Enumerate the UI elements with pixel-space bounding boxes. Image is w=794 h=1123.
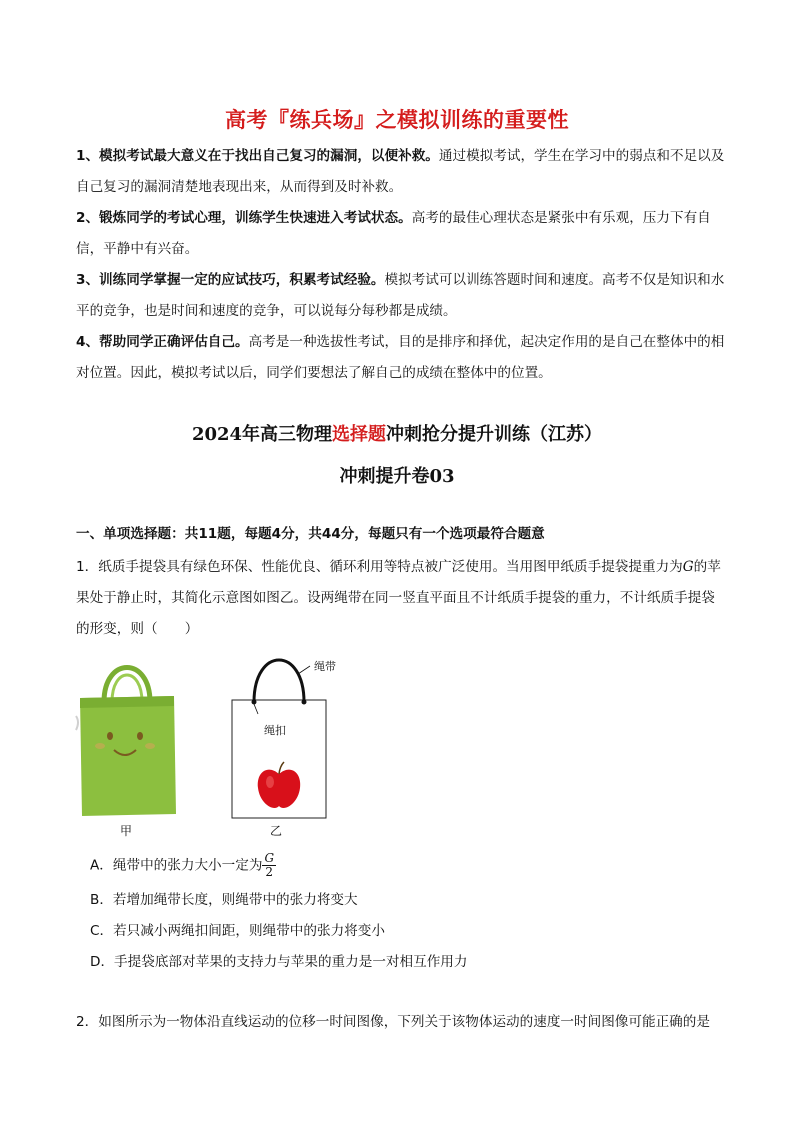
figure-a-caption: 甲 (120, 824, 133, 838)
question-1-stem: 1．纸质手提袋具有绿色环保、性能优良、循环利用等特点被广泛使用。当用图甲纸质手提袋提重力为G的苹果处于静止时，其简化示意图如图乙。设两绳带在同一竖直平面且不计纸质手提袋的重力，不计纸质手提袋的形变，则（ ） (76, 559, 721, 637)
label-rope: 绳带 (314, 660, 336, 673)
question-2-stem: 2．如图所示为一物体沿直线运动的位移一时间图像，下列关于该物体运动的速度一时间图像可能正确的是 (76, 1014, 710, 1030)
importance-item-2: 2、锻炼同学的考试心理，训练学生快速进入考试状态。高考的最佳心理状态是紧张中有乐观，压力下有自信，平静中有兴奋。 (76, 210, 711, 257)
figure-b-caption: 乙 (270, 824, 283, 838)
option-b: B．若增加绳带长度，则绳带中的张力将变大 (90, 892, 358, 908)
importance-item-1: 1、模拟考试最大意义在于找出自己复习的漏洞，以便补救。通过模拟考试，学生在学习中的弱点和不足以及自己复习的漏洞清楚地表现出来，从而得到及时补救。 (76, 148, 725, 195)
page-title: 高考『练兵场』之模拟训练的重要性 (225, 108, 569, 132)
label-knot: 绳扣 (264, 724, 286, 737)
option-d: D．手提袋底部对苹果的支持力与苹果的重力是一对相互作用力 (90, 954, 468, 970)
importance-item-3: 3、训练同学掌握一定的应试技巧，积累考试经验。模拟考试可以训练答题时间和速度。高考不仅是知识和水平的竞争，也是时间和速度的竞争，可以说每分每秒都是成绩。 (76, 272, 725, 319)
importance-item-4: 4、帮助同学正确评估自己。高考是一种选拔性考试，目的是排序和择优，起决定作用的是自己在整体中的相对位置。因此，模拟考试以后，同学们要想法了解自己的成绩在整体中的位置。 (76, 334, 725, 381)
exam-title: 2024年高三物理选择题冲刺抢分提升训练（江苏） (191, 424, 603, 445)
section-heading: 一、单项选择题：共11题，每题4分，共44分，每题只有一个选项最符合题意 (76, 526, 545, 542)
figure-bag-photo (74, 650, 180, 818)
fraction: $\frac{G}{2}$ (264, 851, 275, 879)
exam-subtitle: 冲刺提升卷03 (339, 466, 455, 487)
figure-bag-diagram (228, 652, 348, 824)
option-c: C．若只减小两绳扣间距，则绳带中的张力将变小 (90, 923, 385, 939)
option-a: A．绳带中的张力大小一定为 $\frac{G}{2}$ (90, 851, 275, 879)
